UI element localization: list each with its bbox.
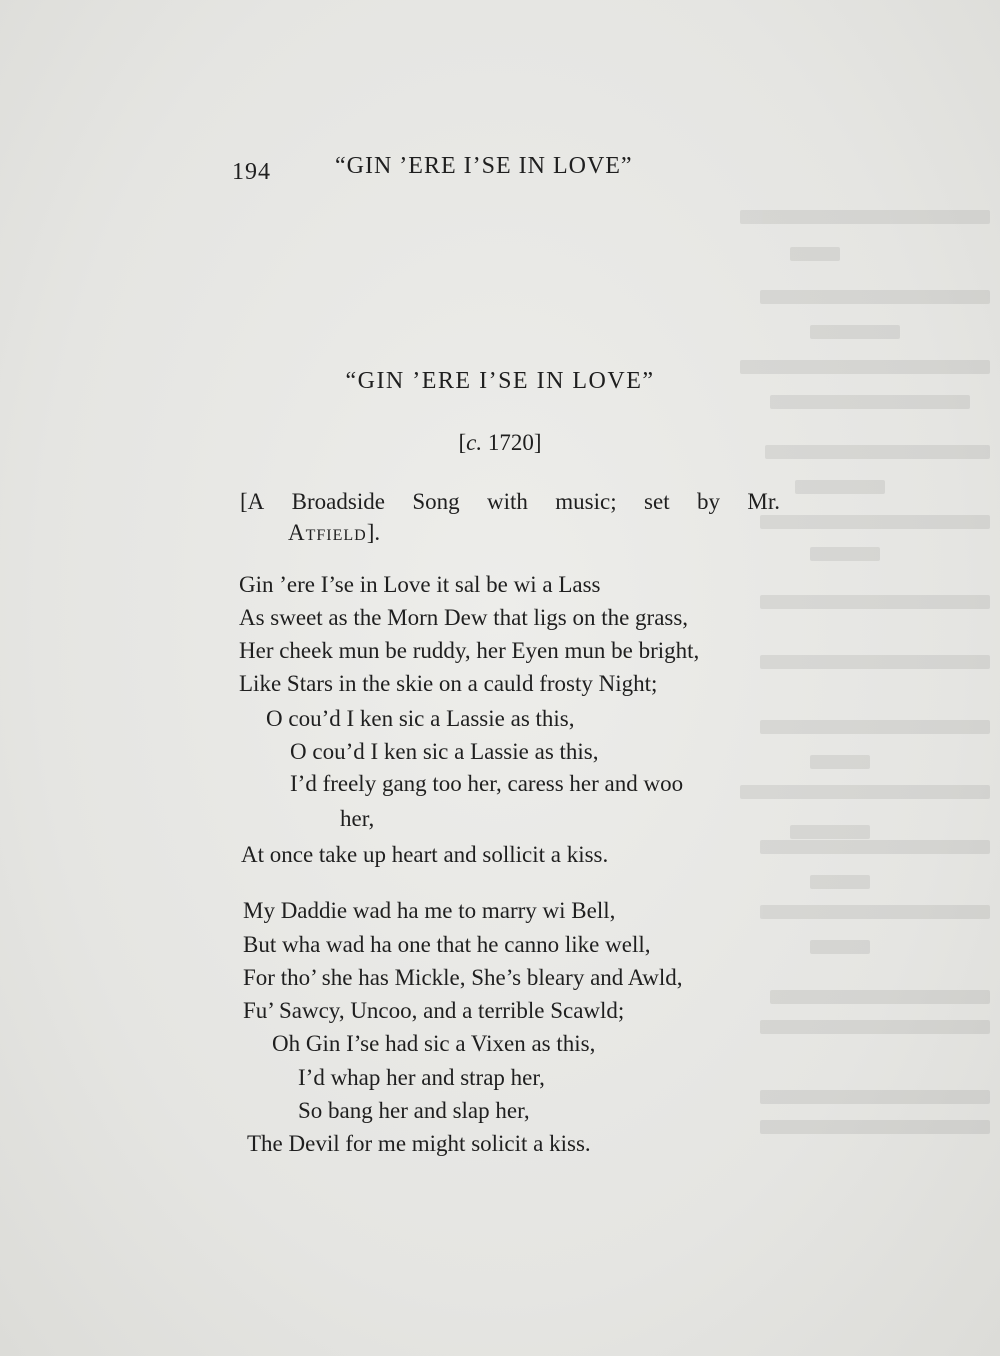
verse-line: Like Stars in the skie on a cauld frosty Night; [239, 671, 658, 696]
date-circa: c. [466, 430, 483, 455]
editorial-note [240, 486, 780, 548]
verse-line: Oh Gin I’se had sic a Vixen as this, [272, 1031, 596, 1056]
note-word: Broadside [291, 489, 385, 514]
page-header [0, 153, 1000, 193]
verse-line: So bang her and slap her, [298, 1098, 530, 1123]
note-line-1 [240, 486, 780, 517]
verse-line: I’d whap her and strap her, [298, 1065, 545, 1090]
verse-line: O cou’d I ken sic a Lassie as this, [266, 706, 575, 731]
poem-title: “GIN ’ERE I’SE IN LOVE” [345, 368, 655, 394]
note-word: set [644, 489, 670, 514]
note-word: music; [555, 489, 617, 514]
verse-line: My Daddie wad ha me to marry wi Bell, [243, 898, 616, 923]
show-through-text [700, 135, 1000, 1195]
note-word: [A [240, 489, 265, 514]
page-number: 194 [232, 159, 271, 185]
verse-line: The Devil for me might solicit a kiss. [247, 1131, 591, 1156]
note-word: Song [412, 489, 460, 514]
date-open-bracket: [ [458, 430, 467, 455]
date-line [0, 430, 1000, 456]
verse-line: O cou’d I ken sic a Lassie as this, [290, 739, 599, 764]
note-word: by [696, 489, 720, 514]
composer-name: Atfield [288, 520, 367, 545]
verse-line: But wha wad ha one that he canno like well, [243, 932, 651, 957]
note-word: with [487, 489, 528, 514]
date-year: 1720] [482, 430, 542, 455]
running-title: “GIN ’ERE I’SE IN LOVE” [335, 153, 633, 179]
verse-line: I’d freely gang too her, caress her and woo [290, 771, 684, 796]
verse-line: As sweet as the Morn Dew that ligs on the grass, [239, 605, 689, 630]
verse-line: Fu’ Sawcy, Uncoo, and a terrible Scawld; [243, 998, 625, 1023]
note-line-2 [240, 517, 780, 548]
verse-line: For tho’ she has Mickle, She’s bleary and Awld, [243, 965, 683, 990]
note-word: Mr. [747, 489, 780, 514]
verse-line: Her cheek mun be ruddy, her Eyen mun be bright, [239, 638, 700, 663]
verse-line: Gin ’ere I’se in Love it sal be wi a Lass [239, 572, 601, 597]
note-close: ]. [366, 520, 381, 545]
verse-line: her, [340, 806, 375, 831]
verse-line: At once take up heart and sollicit a kiss. [241, 842, 609, 867]
